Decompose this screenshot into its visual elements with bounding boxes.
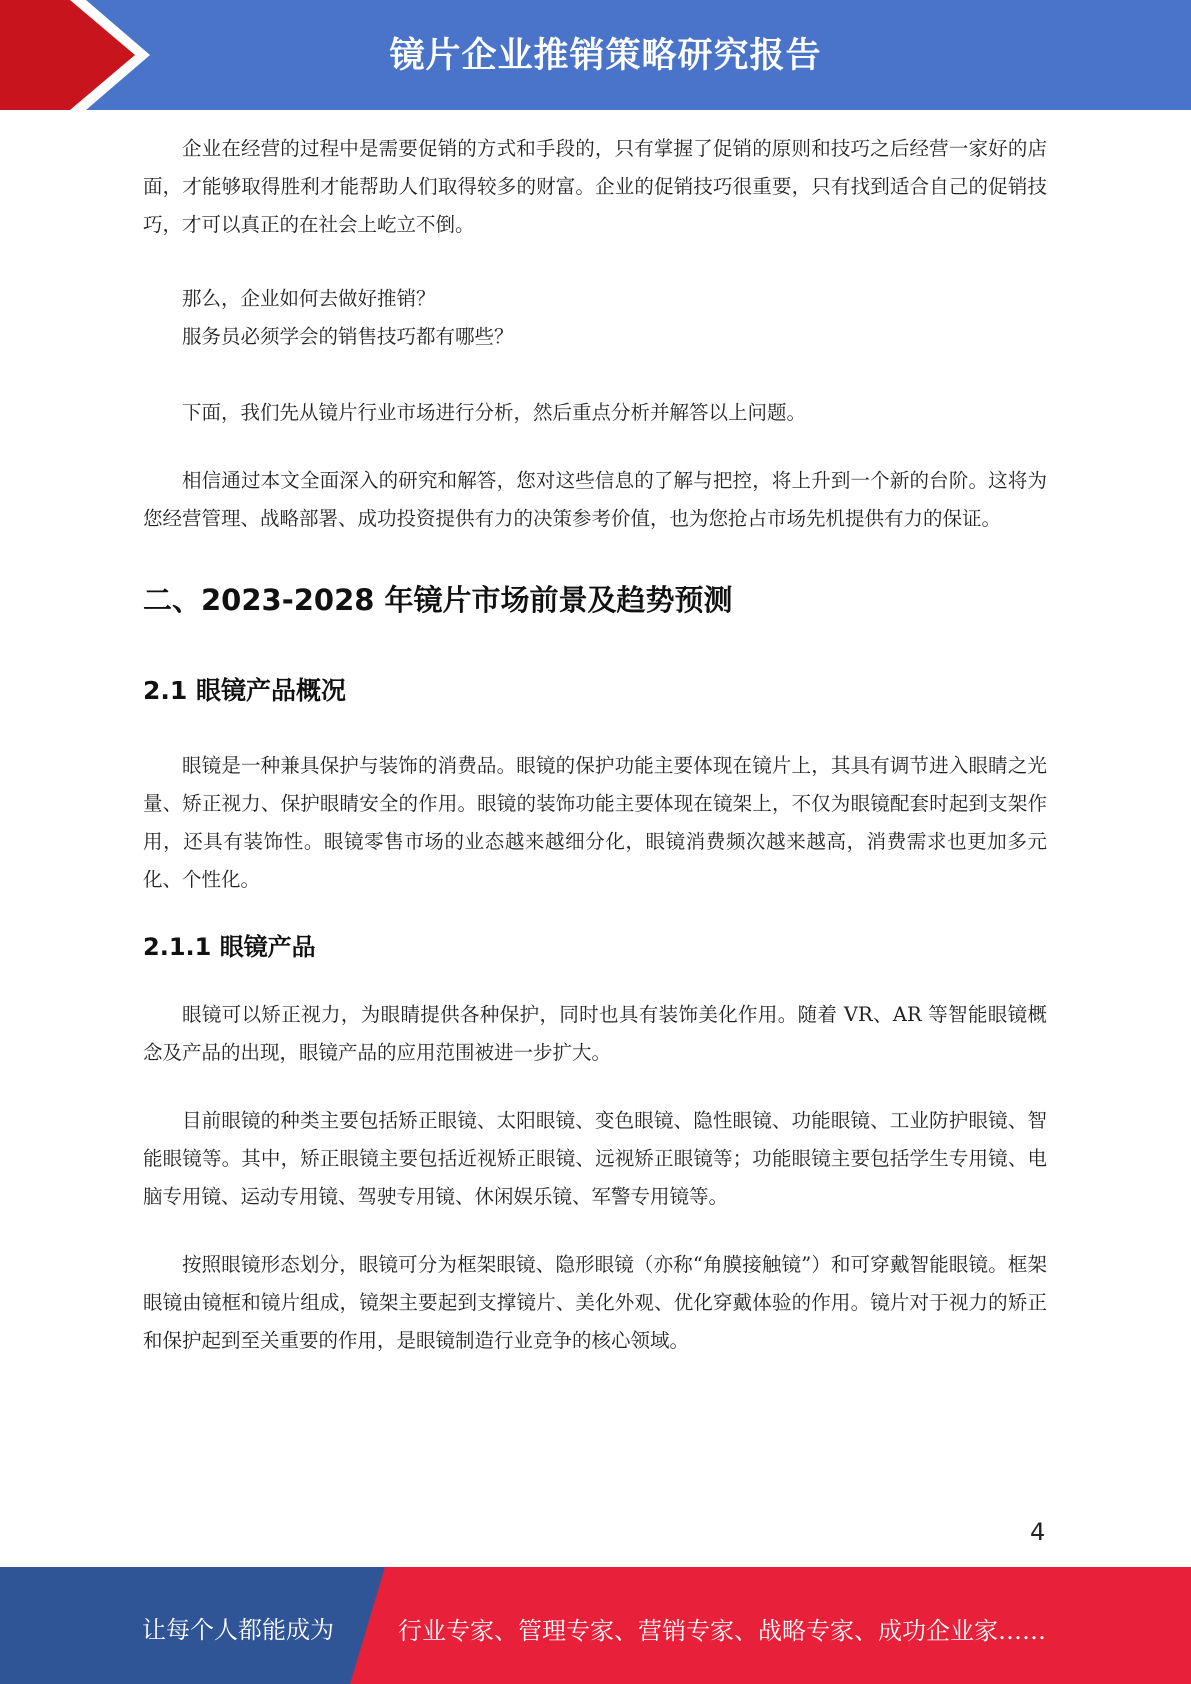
subsection-heading-2-1: 2.1 眼镜产品概况 (143, 676, 346, 705)
intro-question-1: 那么，企业如何去做好推销？ (182, 287, 436, 310)
intro-paragraph-1: 企业在经营的过程中是需要促销的方式和手段的，只有掌握了促销的原则和技巧之后经营一家好的店面，才能够取得胜利才能帮助人们取得较多的财富。企业的促销技巧很重要，只有找到适合自己的促销技巧，才可以真正的在社会上屹立不倒。 (143, 137, 1047, 236)
subsection-2-1-paragraph: 眼镜是一种兼具保护与装饰的消费品。眼镜的保护功能主要体现在镜片上，其具有调节进入眼睛之光量、矫正视力、保护眼睛安全的作用。眼镜的装饰功能主要体现在镜架上，不仅为眼镜配套时起到支架作用，还具有装饰性。眼镜零售市场的业态越来越细分化，眼镜消费频次越来越高，消费需求也更加多元化、个性化。 (143, 754, 1047, 891)
subsection-2-1-1-paragraph-2: 目前眼镜的种类主要包括矫正眼镜、太阳眼镜、变色眼镜、隐性眼镜、功能眼镜、工业防护眼镜、智能眼镜等。其中，矫正眼镜主要包括近视矫正眼镜、远视矫正眼镜等；功能眼镜主要包括学生专用镜、电脑专用镜、运动专用镜、驾驶专用镜、休闲娱乐镜、军警专用镜等。 (143, 1109, 1047, 1208)
intro-paragraph-2: 下面，我们先从镜片行业市场进行分析，然后重点分析并解答以上问题。 (182, 401, 807, 424)
footer-expert-list: 行业专家、管理专家、营销专家、战略专家、成功企业家…… (398, 1617, 1046, 1645)
report-footer (0, 1567, 1191, 1684)
report-title: 镜片企业推销策略研究报告 (389, 36, 822, 76)
subsection-2-1-1-paragraph-1: 眼镜可以矫正视力，为眼睛提供各种保护，同时也具有装饰美化作用。随着 VR、AR 等智能眼镜概念及产品的出现，眼镜产品的应用范围被进一步扩大。 (143, 1003, 1047, 1064)
subsection-heading-2-1-1: 2.1.1 眼镜产品 (143, 933, 316, 961)
section-heading: 二、2023-2028 年镜片市场前景及趋势预测 (143, 583, 733, 617)
document-body (143, 130, 1047, 1360)
report-header (0, 0, 1191, 110)
intro-paragraph-3: 相信通过本文全面深入的研究和解答，您对这些信息的了解与把控，将上升到一个新的台阶。这将为您经营管理、战略部署、成功投资提供有力的决策参考价值，也为您抢占市场先机提供有力的保证。 (143, 469, 1047, 530)
page-number: 4 (1030, 1518, 1046, 1546)
footer-slogan: 让每个人都能成为 (142, 1616, 334, 1644)
intro-question-2: 服务员必须学会的销售技巧都有哪些？ (182, 325, 514, 348)
subsection-2-1-1-paragraph-3: 按照眼镜形态划分，眼镜可分为框架眼镜、隐形眼镜（亦称“角膜接触镜”）和可穿戴智能眼镜。框架眼镜由镜框和镜片组成，镜架主要起到支撑镜片、美化外观、优化穿戴体验的作用。镜片对于视力的矫正和保护起到至关重要的作用，是眼镜制造行业竞争的核心领域。 (143, 1253, 1047, 1352)
